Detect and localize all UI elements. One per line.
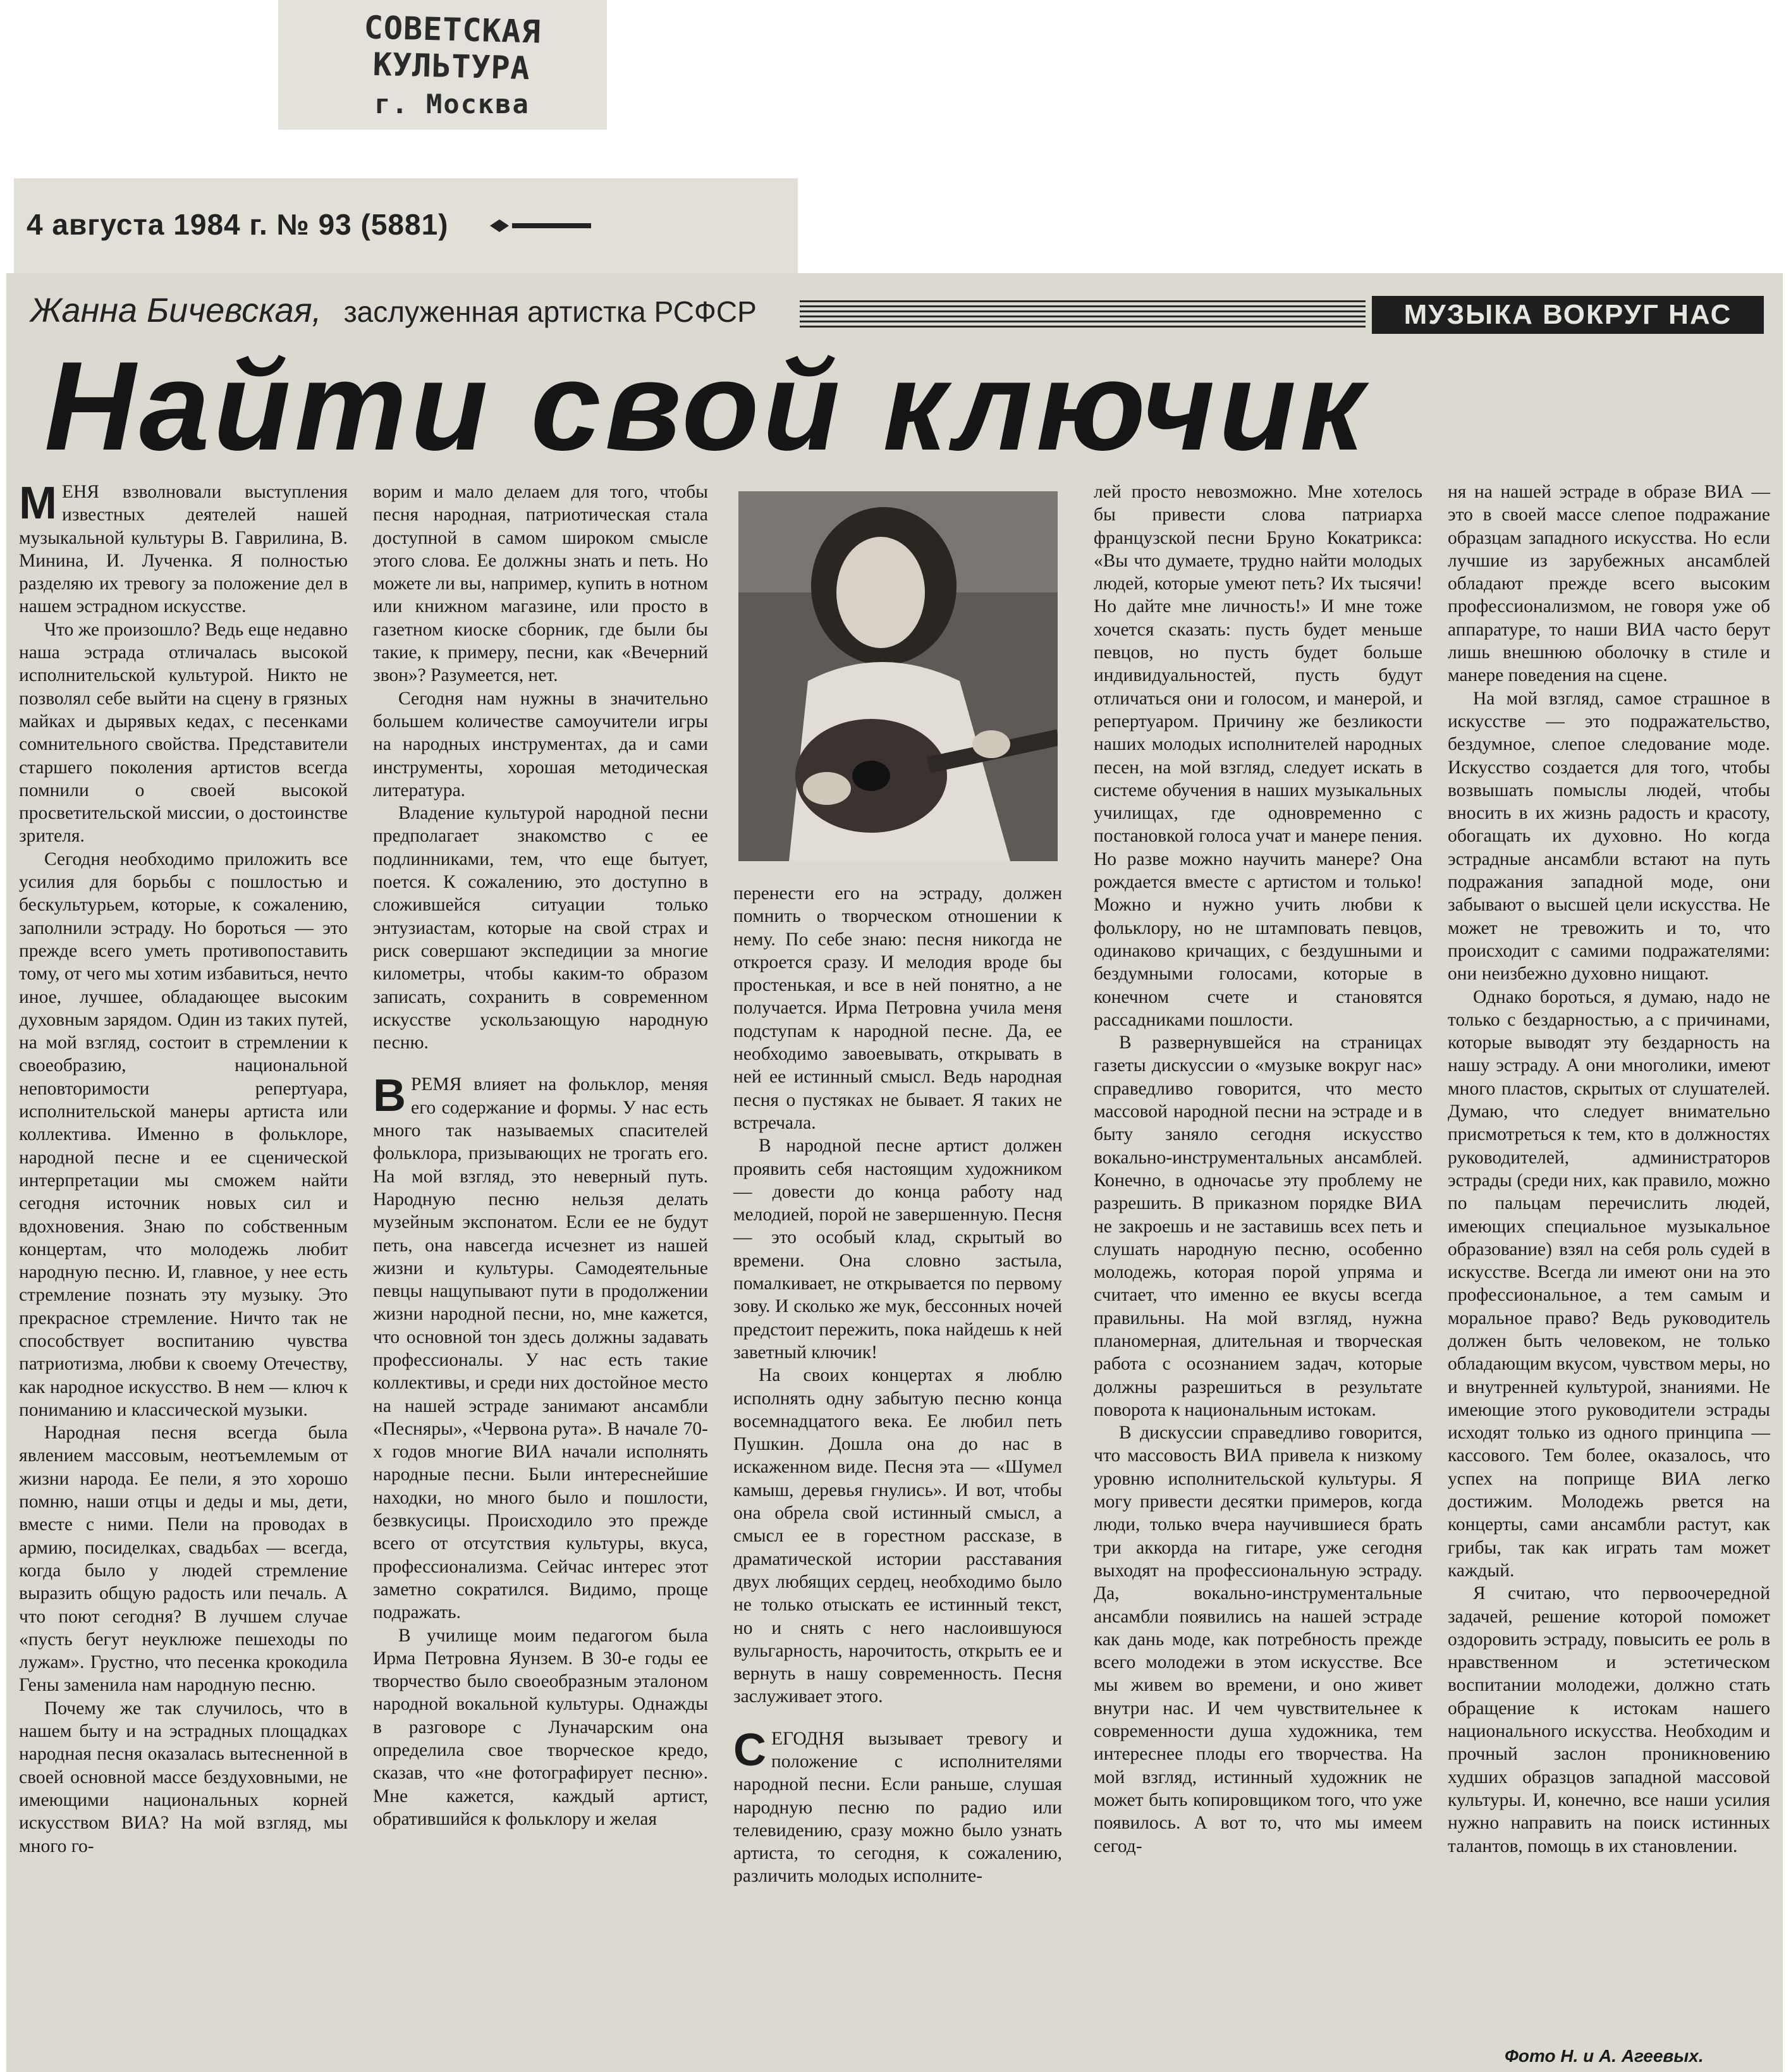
decorative-rule xyxy=(800,300,1366,329)
article-column-1 xyxy=(19,478,348,1858)
paragraph: В дискуссии справедливо говорится, что массовость ВИА привела к низкому уровню исполнительской культуры. Я могу привести десятки примеров, когда люди, только вчера научившиеся брать три аккорда на гитаре, уже сегодня выходят на профессиональную эстраду. Да, вокально-инструментальные ансамбли появились на нашей эстраде как дань моде, как потребность прежде всего молодежи в этом искусстве. Все мы живем во времени, и оно живет внутри нас. И чем чувствительнее к современности душа художника, тем интереснее плоды его творчества. На мой взгляд, истинный художник не может быть копировщиком того, что уже появилось. А вот то, что мы имеем сегод- xyxy=(1094,1423,1422,1856)
stamp-city: г. Москва xyxy=(374,89,530,120)
paragraph-text: ЕНЯ взволновали выступления известных деятелей нашей музыкальной культуры В. Гаврилина, В. Минина, И. Лученка. Я полностью разделяю их тревогу за положение дел в нашем эстрадном искусстве. xyxy=(19,482,348,617)
paragraph xyxy=(373,1070,708,1624)
paragraph: В народной песне артист должен проявить себя настоящим художником — довести до конца работу над мелодией, порой не завершенную. Песня — это особый клад, скрытый во времени. Она словно застыла, помалкивает, не открывается по первому зову. И сколько же мук, бессонных ночей предстоит пережить, пока найдешь к ней заветный ключик! xyxy=(733,1136,1062,1363)
paragraph: В развернувшейся на страницах газеты дискуссии о «музыке вокруг нас» справедливо говорится, что место массовой народной песни на эстраде и в быту заняло сегодня искусство вокально-инструментальных ансамблей. Конечно, в одночасье эту проблему не разрешить. В приказном порядке ВИА не закроешь и не заставишь всех петь и слушать народную песню, особенно молодежь, которая порой упряма и считает, что именно ее вкусы всегда правильны. На мой взгляд, нужна планомерная, длительная и творческая работа с осознанием задач, которые должны разрешиться в результате поворота к национальным истокам. xyxy=(1094,1033,1422,1420)
paragraph: На своих концертах я люблю исполнять одну забытую песню конца восемнадцатого века. Ее любил петь Пушкин. Дошла она до нас в искаженном виде. Песня эта — «Шумел камыш, деревья гнулись». И вот, чтобы она обрела свой истинный смысл, а смысл ее в горестном рассказе, в драматической истории расставания двух любящих сердец, необходимо было не только отыскать ее истинный текст, но и снять с него наслоившуюся вульгарность, нарочитость, открыть ее и вернуть в нашу современность. Песня заслуживает этого. xyxy=(733,1365,1062,1707)
section-gap xyxy=(373,1054,708,1073)
issue-date-line: 4 августа 1984 г. № 93 (5881) xyxy=(27,208,449,241)
paragraph: Почему же так случилось, что в нашем быту и на эстрадных площадках народная песня оказалась вытесненной в своей основной массе бездуховными, не имеющими национальных корней искусством ВИА? На мой взгляд, мы много го- xyxy=(19,1698,348,1856)
rubric-label: МУЗЫКА ВОКРУГ НАС xyxy=(1372,296,1764,334)
paragraph: Сегодня нам нужны в значительно большем количестве самоучители игры на народных инструментах, да и сами инструменты, хорошая методическая литература. xyxy=(373,688,708,800)
article-headline: Найти свой ключик xyxy=(44,336,1368,477)
article-column-2 xyxy=(373,481,708,1830)
paragraph xyxy=(733,1724,1062,1888)
paragraph: ня на нашей эстраде в образе ВИА — это в своей массе слепое подражание образцам западного искусства. Но если лучшие из зарубежных ансамблей обладают прежде всего высоким профессионализмом, не говоря уже об аппаратуре, то наши ВИА часто берут лишь внешнюю оболочку в стиле и манере поведения на сцене. xyxy=(1448,482,1770,686)
article-column-4 xyxy=(1094,481,1422,1858)
newspaper-stamp xyxy=(303,4,601,120)
paragraph-text: ЕГОДНЯ вызывает тревогу и положение с исполнителями народной песни. Если раньше, слушая народную песню по радио или телевидению, сразу можно было узнать артиста, то сегодня, к сожалению, различить молодых исполните- xyxy=(733,1728,1062,1887)
drop-cap: М xyxy=(19,478,57,529)
article-column-3 xyxy=(733,882,1062,1888)
article-column-5 xyxy=(1448,481,1770,1858)
paragraph: Я считаю, что первоочередной задачей, решение которой поможет оздоровить эстраду, повысить ее роль в нравственном и эстетическом воспитании молодежи, должно стать обращение к истокам нашего национального искусства. Необходим и прочный заслон проникновению худших образцов западной массовой культуры. И, конечно, все наши усилия нужно направить на поиск истинных талантов, помощь в их становлении. xyxy=(1448,1583,1770,1856)
drop-cap: В xyxy=(373,1070,406,1122)
paragraph: лей просто невозможно. Мне хотелось бы привести слова патриарха французской песни Бруно Кокатрикса: «Вы что думаете, трудно найти молодых людей, которые умеют петь? Их тысячи! Но дайте мне личность!» И мне тоже хочется сказать: пусть будет меньше певцов, но пусть будет больше индивидуальностей, пусть будут отличаться они и голосом, и манерой, и репертуаром. Причину же безликости наших молодых исполнителей народных песен, на мой взгляд, следует искать в системе обучения в наших музыкальных училищах, где одновременно с постановкой голоса учат и манере пения. Но разве можно научить манере? Она рождается вместе с артистом и только! Можно и нужно учить любви к фольклору, но не штамповать певцов, одинаково кричащих, с бездушными и бездумными голосами, которые в конечном счете и становятся рассадниками пошлости. xyxy=(1094,482,1422,1030)
stamp-newspaper-name: СОВЕТСКАЯ КУЛЬТУРА xyxy=(364,9,542,87)
photo-illustration xyxy=(738,491,1058,861)
paragraph: Однако бороться, я думаю, надо не только с бездарностью, а с причинами, которые выводят эту бездарность на нашу эстраду. А они многолики, имеют много пластов, скрытых от слушателей. Думаю, что следует внимательно присмотреться к тем, кто в должностях руководителей, администраторов эстрады (среди них, как правило, можно по пальцам перечислить людей, имеющих специальное музыкальное образование) взял на себя роль судей в искусстве. Всегда ли имеют они на это профессиональное, а тем самым и моральное право? Ведь руководитель должен быть человеком, не только обладающим вкусом, чувством меры, но и внутренней культурой, знаниями. Не имеющие этого руководители эстрады исходят только из одного принципа — кассового. Тем более, оказалось, что успех на поприще ВИА легко достижим. Молодежь рвется на концерты, сами ансамбли растут, как грибы, так как играть там может каждый. xyxy=(1448,986,1770,1581)
issue-ornament xyxy=(490,216,591,235)
paragraph-text: РЕМЯ влияет на фольклор, меняя его содержание и формы. У нас есть много так называемых спасителей фольклора, призывающих не трогать его. На мой взгляд, это неверный путь. Народную песню нельзя делать музейным экспонатом. Если ее не будут петь, она навсегда исчезнет из нашей жизни и культуры. Самодеятельные певцы нащупывают пути в продолжении жизни народной песни, но, мне кажется, что основной тон здесь должны задавать профессионалы. У нас есть такие коллективы, и среди них достойное место на нашей эстраде занимают ансамбли «Песняры», «Червона рута». В начале 70-х годов многие ВИА начали исполнять народные песни. Были интереснейшие находки, но много было и пошлости, безвкусицы. Происходило это прежде всего от отсутствия культуры, вкуса, профессионализма. Сейчас интерес этот заметно сократился. Видимо, проще подражать. xyxy=(373,1074,708,1623)
section-gap xyxy=(733,1708,1062,1727)
photo-credit: Фото Н. и А. Агеевых. xyxy=(1505,2046,1704,2066)
author-title: заслуженная артистка РСФСР xyxy=(343,295,757,328)
byline xyxy=(30,291,757,330)
paragraph: Народная песня всегда была явлением массовым, неотъемлемым от жизни народа. Ее пели, я это хорошо помню, наши отцы и деды и мы, дети, вместе с ними. Пели на проводах в армию, посиделках, свадьбах — всегда, когда было у людей стремление выразить общую радость или печаль. А что поют сегодня? В лучшем случае «пусть бегут неуклюже пешеходы по лужам». Грустно, что песенка крокодила Гены заменила нам народную песню. xyxy=(19,1423,348,1696)
paragraph xyxy=(19,478,348,618)
paragraph: На мой взгляд, самое страшное в искусстве — это подражательство, бездумное, слепое следование моде. Искусство создается для того, чтобы возвышать помыслы людей, чтобы вносить в их жизнь радость и красоту, обогащать их духовно. Но когда эстрадные ансамбли встают на путь подражания западной моде, они забывают о высшей цели искусства. Не может не тревожить и то, что происходит с самими подражателями: они неизбежно духовно нищают. xyxy=(1448,688,1770,984)
drop-cap: С xyxy=(733,1724,766,1775)
paragraph: Что же произошло? Ведь еще недавно наша эстрада отличалась высокой исполнительской культурой. Никто не позволял себе выйти на сцену в грязных майках и дырявых кедах, с песенками сомнительного свойства. Представители старшего поколения артистов всегда помнили о своей высокой просветительской миссии, о достоинстве зрителя. xyxy=(19,619,348,847)
paragraph: Владение культурой народной песни предполагает знакомство с ее подлинниками, тем, что еще бытует, поется. К сожалению, это доступно в сложившейся ситуации только энтузиастам, которые на свой страх и риск совершают экспедиции за многие километры, чтобы каким-то образом записать, сохранить в современном искусстве ускользающую народную песню. xyxy=(373,803,708,1053)
author-name: Жанна Бичевская, xyxy=(30,291,322,329)
photo-singer-with-guitar xyxy=(738,491,1058,861)
paragraph: Сегодня необходимо приложить все усилия для борьбы с пошлостью и бескультурьем, которые, к сожалению, заполнили эстраду. Но бороться — это прежде всего уметь противопоставить тому, от чего мы хотим избавиться, нечто иное, лучшее, обладающее высоким духовным зарядом. Один из таких путей, на мой взгляд, состоит в стремлении к своеобразию, национальной неповторимости репертуара, исполнительской манеры артиста или коллектива. Именно в фольклоре, народной песне и ее сценической интерпретации мы сможем найти сегодня источник новых сил и вдохновения. Знаю по собственным концертам, что молодежь любит народную песню. И, главное, у нее есть стремление познать эту музыку. Это прекрасное стремление. Ничто так не способствует воспитанию чувства патриотизма, любви к своему Отечеству, как народное искусство. В нем — ключ к пониманию и классической музыки. xyxy=(19,849,348,1420)
paragraph: В училище моим педагогом была Ирма Петровна Яунзем. В 30-е годы ее творчество было своеобразным эталоном народной вокальной культуры. Однажды в разговоре с Луначарским она определила свое творческое кредо, сказав, что «не фотографирует песню». Мне кажется, каждый артист, обратившийся к фольклору и желая xyxy=(373,1625,708,1829)
paragraph: перенести его на эстраду, должен помнить о творческом отношении к нему. По себе знаю: песня никогда не откроется сразу. И мелодия вроде бы простенькая, и все в ней понятно, а не получается. Ирма Петровна учила меня подступам к народной песне. Да, ее необходимо завоевывать, открывать в ней ее истинный смысл. Ведь народная песня о пустяках не бывает. Я таких не встречала. xyxy=(733,883,1062,1133)
paragraph: ворим и мало делаем для того, чтобы песня народная, патриотическая стала доступной в самом широком смысле этого слова. Ее должны знать и петь. Но можете ли вы, например, купить в нотном или книжном магазине, или просто в газетном киоске сборник, где были бы такие, к примеру, песни, как «Вечерний звон»? Разумеется, нет. xyxy=(373,482,708,686)
